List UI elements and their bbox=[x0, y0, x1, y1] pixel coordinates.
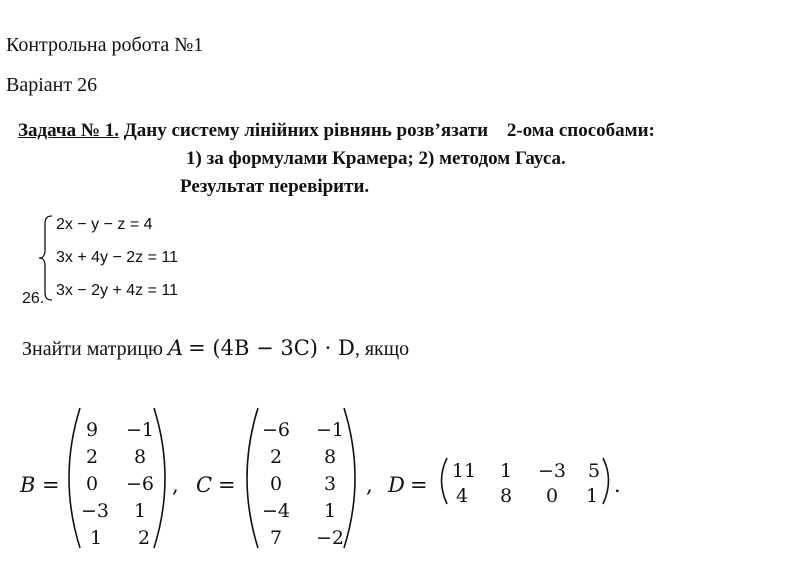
matrix-d-cell: 1 bbox=[499, 460, 513, 482]
matrix-d-cell: 4 bbox=[455, 485, 469, 507]
find-matrix-text: Знайти матрицю bbox=[22, 338, 163, 360]
task-text-line2: 1) за формулами Крамера; 2) методом Гауса. bbox=[186, 148, 566, 169]
formula-rhs: = (4B − 3C) · D bbox=[188, 336, 355, 360]
matrix-d-cell: 1 bbox=[585, 485, 599, 507]
matrix-c-cell: −6 bbox=[261, 419, 291, 441]
matrix-c-equals: = bbox=[218, 473, 236, 497]
matrix-b-cell: −6 bbox=[125, 473, 155, 495]
matrix-d-cells bbox=[452, 460, 600, 507]
matrix-b-cells bbox=[81, 419, 154, 549]
matrix-b-cell: 0 bbox=[85, 473, 99, 495]
matrix-c-cells bbox=[262, 419, 344, 549]
matrix-d-right-paren bbox=[603, 458, 609, 504]
task-text-line1: Дану систему лінійних рівнянь розв’язати bbox=[123, 120, 489, 141]
matrix-c-cell: 3 bbox=[323, 473, 337, 495]
find-matrix-line bbox=[22, 336, 409, 361]
matrix-b-cell: 2 bbox=[85, 446, 99, 468]
system-number: 26. bbox=[22, 290, 45, 307]
matrix-c-cell: 1 bbox=[323, 500, 337, 522]
matrix-c-left-paren bbox=[247, 408, 258, 548]
equation-1: 2x − y − z = 4 bbox=[56, 216, 153, 233]
matrices-figure bbox=[0, 400, 796, 560]
matrix-b-cell: −1 bbox=[125, 419, 155, 441]
matrix-c-cell: −1 bbox=[315, 419, 345, 441]
equation-2: 3x + 4y − 2z = 11 bbox=[56, 249, 179, 266]
matrix-d-cell: 5 bbox=[587, 460, 601, 482]
matrix-c-cell: −2 bbox=[315, 527, 345, 549]
matrix-terminator: . bbox=[614, 473, 621, 497]
find-suffix: , якщо bbox=[354, 338, 410, 360]
matrix-b-cell: −3 bbox=[80, 500, 110, 522]
matrix-b-cell: 2 bbox=[137, 527, 151, 549]
task-heading bbox=[18, 120, 655, 142]
matrix-d-equals: = bbox=[410, 473, 428, 497]
equation-3: 3x − 2y + 4z = 11 bbox=[56, 282, 179, 299]
matrix-b-equals: = bbox=[42, 473, 60, 497]
matrix-d-cell: 11 bbox=[451, 460, 477, 482]
system-brace bbox=[38, 212, 58, 304]
matrix-d-name: D bbox=[388, 473, 405, 497]
formula-lhs: A bbox=[167, 336, 184, 360]
matrix-d-cell: 8 bbox=[499, 485, 513, 507]
matrix-b-cell: 9 bbox=[85, 419, 99, 441]
document-title: Контрольна робота №1 bbox=[6, 34, 204, 56]
matrix-c-cell: 8 bbox=[323, 446, 337, 468]
matrix-c-name: C bbox=[196, 473, 213, 497]
matrix-b-right-paren bbox=[154, 408, 165, 548]
task-text-line1-tail: 2-ома способами: bbox=[506, 120, 655, 141]
matrix-c-cell: 7 bbox=[269, 527, 283, 549]
matrix-b-left-paren bbox=[69, 408, 80, 548]
matrix-c-right-paren bbox=[344, 408, 355, 548]
matrix-b-name: B bbox=[20, 473, 36, 497]
matrix-separator: , bbox=[172, 473, 179, 497]
matrix-b-cell: 1 bbox=[133, 500, 147, 522]
matrix-b-cell: 1 bbox=[89, 527, 103, 549]
matrix-c-cell: 2 bbox=[269, 446, 283, 468]
task-label: Задача № 1. bbox=[18, 120, 119, 141]
task-text-line3: Результат перевірити. bbox=[180, 176, 370, 197]
matrix-separator: , bbox=[366, 473, 373, 497]
variant-label: Варіант 26 bbox=[6, 74, 98, 96]
matrix-c-cell: −4 bbox=[261, 500, 291, 522]
matrix-d-cell: −3 bbox=[537, 460, 567, 482]
matrix-d-left-paren bbox=[442, 458, 448, 504]
matrix-b-cell: 8 bbox=[133, 446, 147, 468]
matrix-d-cell: 0 bbox=[545, 485, 559, 507]
matrix-c-cell: 0 bbox=[269, 473, 283, 495]
